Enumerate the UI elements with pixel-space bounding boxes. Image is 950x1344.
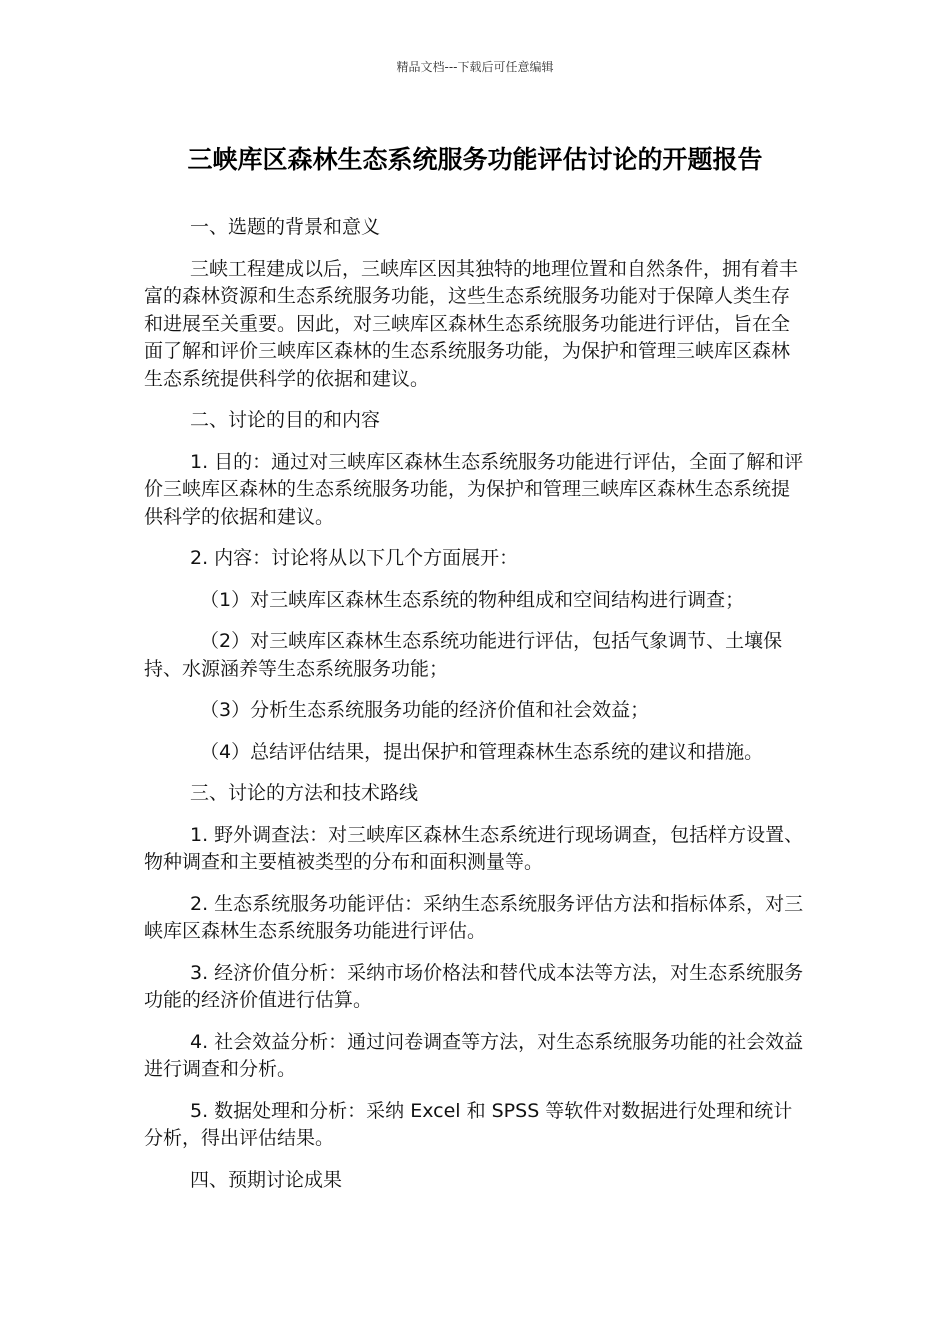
section-heading-expected-results: 四、预期讨论成果 (190, 1168, 343, 1191)
paragraph-purpose: 1. 目的：通过对三峡库区森林生态系统服务功能进行评估，全面了解和评价三峡库区森林的生态系统服务功能，为保护和管理三峡库区森林生态系统提供科学的依据和建议。 (144, 450, 804, 528)
list-item-content-2: （2）对三峡库区森林生态系统功能进行评估，包括气象调节、土壤保持、水源涵养等生态系统服务功能； (144, 630, 783, 680)
document-title: 三峡库区森林生态系统服务功能评估讨论的开题报告 (187, 145, 763, 174)
header-note: 精品文档---下载后可任意编辑 (396, 60, 554, 74)
section-heading-purpose: 二、讨论的目的和内容 (190, 409, 381, 431)
paragraph-method-5: 5. 数据处理和分析：采纳 Excel 和 SPSS 等软件对数据进行处理和统计分析，得出评估结果。 (144, 1099, 793, 1149)
section-heading-background: 一、选题的背景和意义 (190, 216, 381, 238)
paragraph-method-4: 4. 社会效益分析：通过问卷调查等方法，对生态系统服务功能的社会效益进行调查和分析。 (144, 1030, 804, 1080)
list-item-content-3: （3）分析生态系统服务功能的经济价值和社会效益； (200, 699, 650, 721)
list-item-content-4: （4）总结评估结果，提出保护和管理森林生态系统的建议和措施。 (200, 740, 764, 763)
paragraph-background: 三峡工程建成以后，三峡库区因其独特的地理位置和自然条件，拥有着丰富的森林资源和生态系统服务功能，这些生态系统服务功能对于保障人类生存和进展至关重要。因此，对三峡库区森林生态系统服务功能进行评估，旨在全面了解和评价三峡库区森林的生态系统服务功能，为保护和管理三峡库区森林生态系统提供科学的依据和建议。 (144, 257, 799, 390)
paragraph-method-1: 1. 野外调查法：对三峡库区森林生态系统进行现场调查，包括样方设置、物种调查和主要植被类型的分布和面积测量等。 (144, 823, 804, 873)
document-body (144, 214, 808, 1208)
paragraph-content-intro: 2. 内容：讨论将从以下几个方面展开： (190, 547, 519, 569)
paragraph-method-3: 3. 经济价值分析：采纳市场价格法和替代成本法等方法，对生态系统服务功能的经济价值进行估算。 (144, 961, 804, 1011)
section-heading-methods: 三、讨论的方法和技术路线 (190, 782, 419, 804)
list-item-content-1: （1）对三峡库区森林生态系统的物种组成和空间结构进行调查； (200, 588, 745, 611)
paragraph-method-2: 2. 生态系统服务功能评估：采纳生态系统服务评估方法和指标体系，对三峡库区森林生态系统服务功能进行评估。 (144, 892, 804, 942)
